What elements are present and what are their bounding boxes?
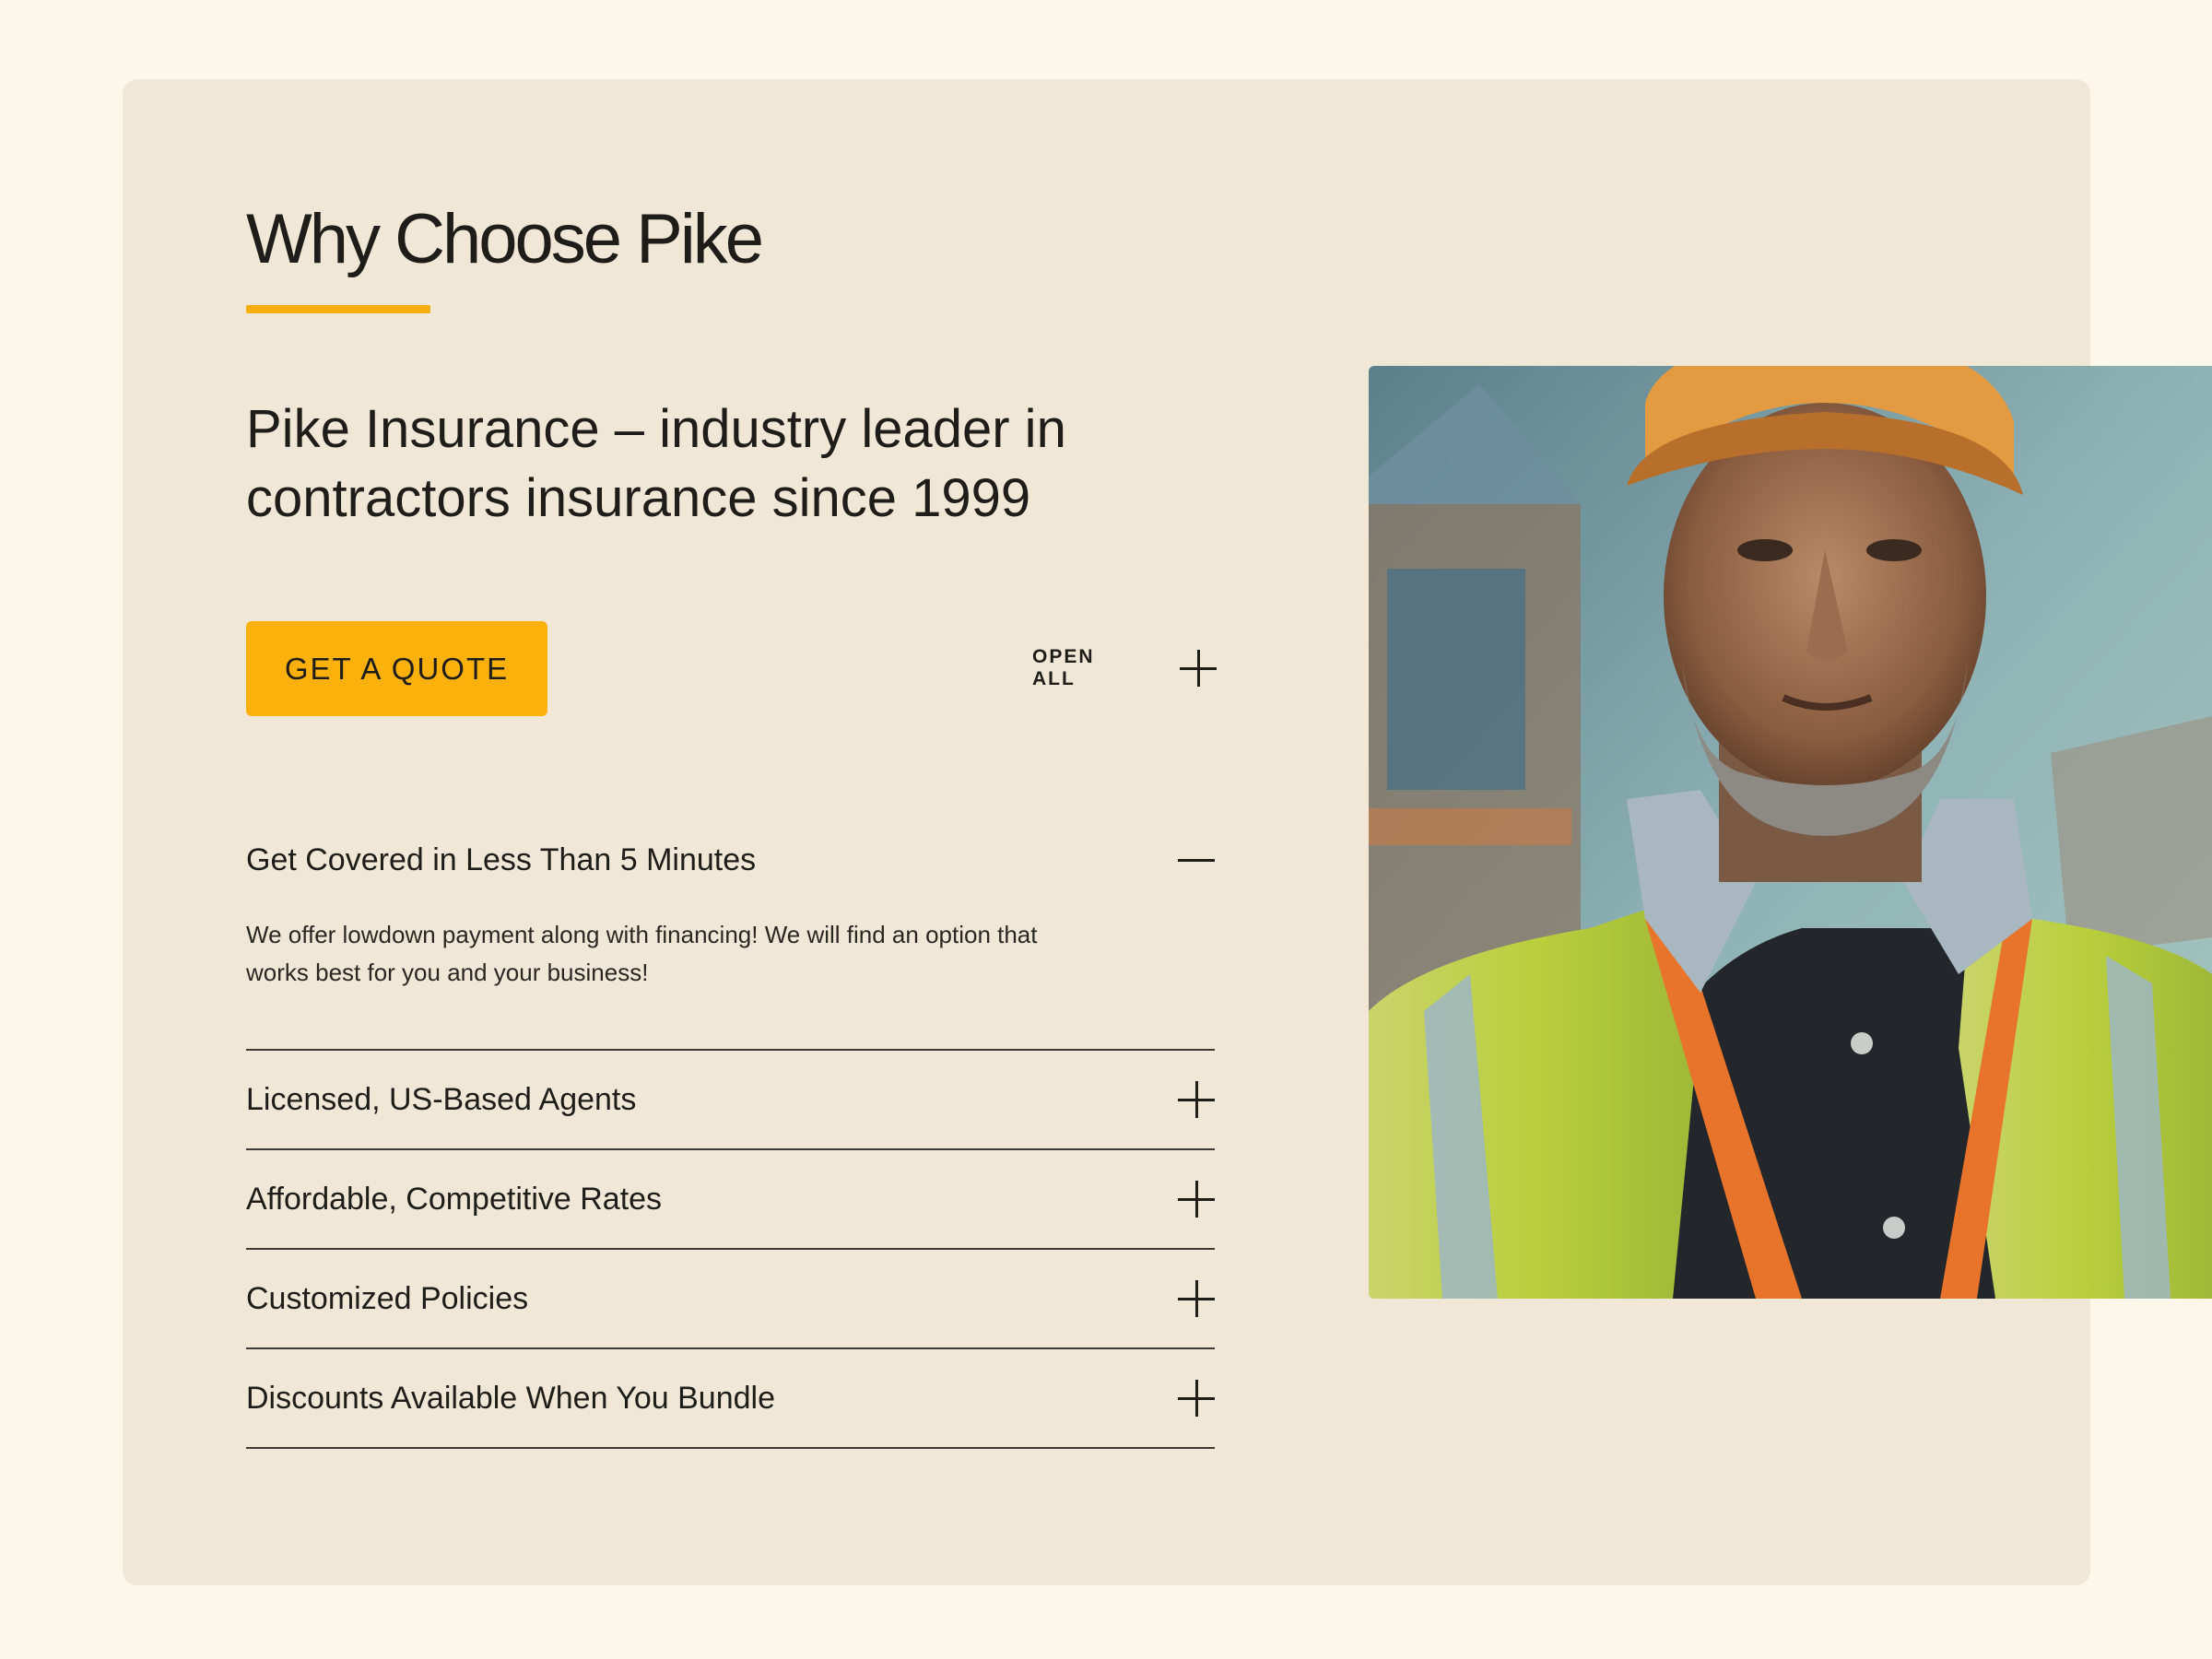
open-all-button[interactable] (1032, 641, 1217, 696)
accordion-item-title: Affordable, Competitive Rates (246, 1181, 663, 1217)
plus-icon[interactable] (1178, 1380, 1215, 1417)
accordion (246, 811, 1215, 1449)
minus-icon[interactable] (1178, 841, 1215, 878)
get-a-quote-button[interactable]: GET A QUOTE (246, 621, 547, 716)
accordion-header-customized-policies[interactable] (246, 1250, 1215, 1347)
section-title: Why Choose Pike (246, 200, 762, 278)
accordion-header-licensed-agents[interactable] (246, 1051, 1215, 1148)
open-all-label: OPEN ALL (1032, 646, 1095, 689)
accordion-item-title: Discounts Available When You Bundle (246, 1380, 775, 1416)
plus-icon[interactable] (1178, 1181, 1215, 1218)
accordion-item-title: Licensed, US-Based Agents (246, 1081, 637, 1117)
accordion-item (246, 1051, 1215, 1150)
contractor-photo (1369, 366, 2212, 1299)
accordion-item-title: Customized Policies (246, 1280, 529, 1316)
title-underline (246, 305, 430, 313)
accordion-item (246, 811, 1215, 1051)
plus-icon (1180, 650, 1217, 687)
accordion-item (246, 1150, 1215, 1250)
accordion-item-title: Get Covered in Less Than 5 Minutes (246, 841, 757, 877)
accordion-item (246, 1349, 1215, 1449)
accordion-header-affordable-rates[interactable] (246, 1150, 1215, 1248)
contractor-illustration (1369, 366, 2212, 1299)
plus-icon[interactable] (1178, 1081, 1215, 1118)
section-subtitle: Pike Insurance – industry leader in contractors insurance since 1999 (246, 399, 1066, 528)
accordion-item (246, 1250, 1215, 1349)
accordion-header-bundle-discounts[interactable] (246, 1349, 1215, 1447)
plus-icon[interactable] (1178, 1280, 1215, 1317)
accordion-header-get-covered[interactable] (246, 811, 1215, 909)
accordion-item-body: We offer lowdown payment along with financing! We will find an option that works best for you and your business! (246, 921, 1038, 986)
